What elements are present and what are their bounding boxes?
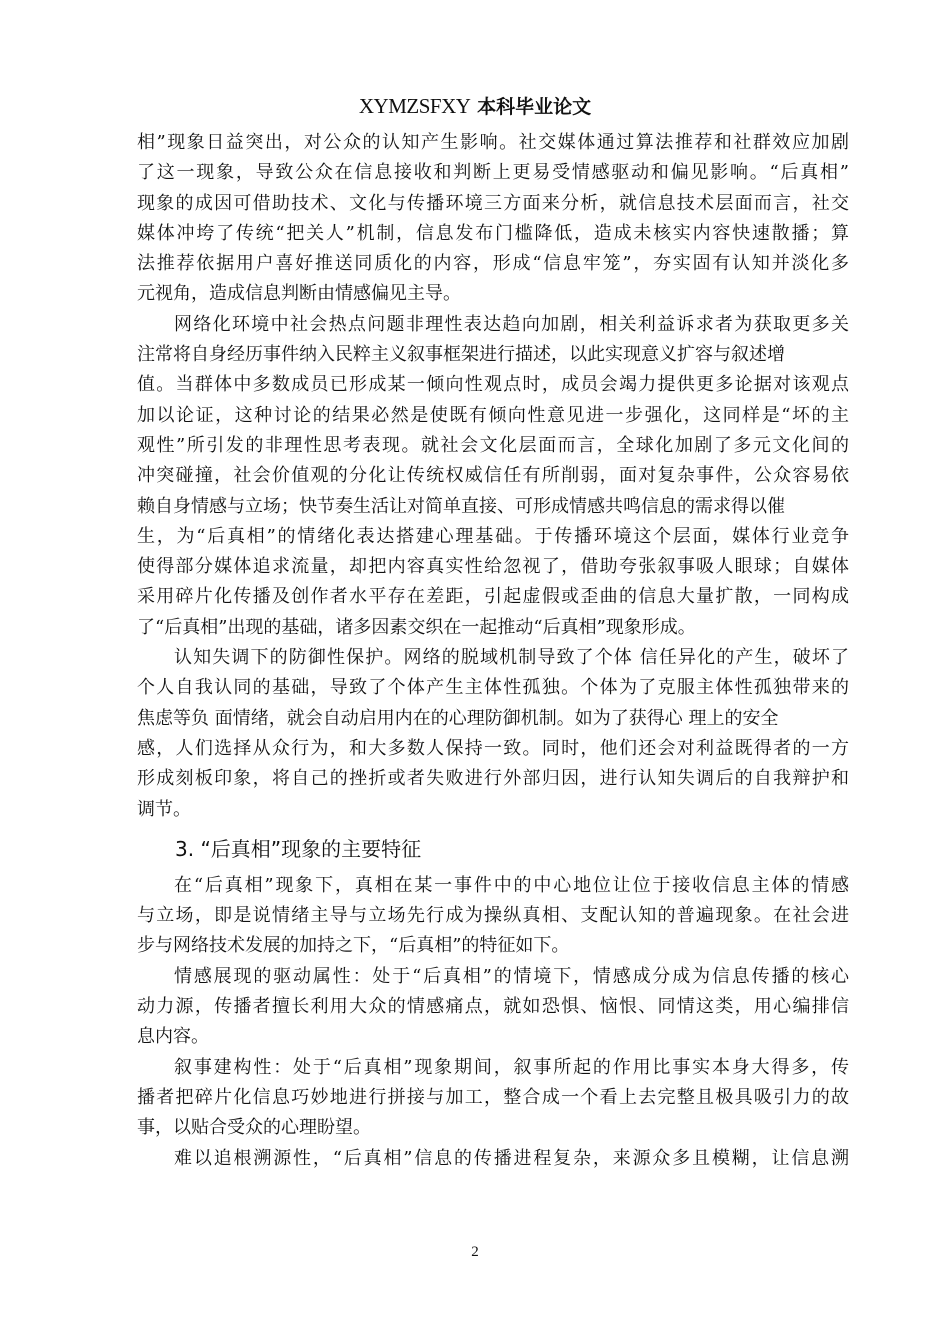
text-line: 动力源，传播者擅长利用大众的情感痛点，就如恐惧、恼恨、同情这类，用心编排信 <box>137 996 849 1018</box>
section-paragraph-3 <box>137 1053 849 1144</box>
text-line: 息内容。 <box>137 1026 209 1048</box>
text-line: 生，为“后真相”的情绪化表达搭建心理基础。于传播环境这个层面，媒体行业竞争 <box>137 525 849 547</box>
text-line: 事，以贴合受众的心理盼望。 <box>137 1117 371 1139</box>
text-line: 调节。 <box>137 798 191 820</box>
text-line: 相”现象日益突出，对公众的认知产生影响。社交媒体通过算法推荐和社群效应加剧 <box>137 132 849 153</box>
text-line: 值。当群体中多数成员已形成某一倾向性观点时，成员会竭力提供更多论据对该观点 <box>137 374 849 396</box>
text-line: 冲突碰撞，社会价值观的分化让传统权威信任有所削弱，面对复杂事件，公众容易依 <box>137 465 849 487</box>
text-line: 使得部分媒体追求流量，却把内容真实性给忽视了，借助夸张叙事吸人眼球；自媒体 <box>137 556 849 578</box>
text-line: 法推荐依据用户喜好推送同质化的内容，形成“信息牢笼”，夯实固有认知并淡化多 <box>137 253 849 275</box>
paragraph-3 <box>137 643 849 825</box>
text-line: 元视角，造成信息判断由情感偏见主导。 <box>137 283 461 305</box>
header-code: XYMZSFXY <box>358 94 471 118</box>
text-line: 认知失调下的防御性保护。网络的脱域机制导致了个体 信任异化的产生，破坏了 <box>174 647 849 669</box>
text-line: 注常将自身经历事件纳入民粹主义叙事框架进行描述，以此实现意义扩容与叙述增 <box>137 344 785 366</box>
text-line: 了“后真相”出现的基础，诸多因素交织在一起推动“后真相”现象形成。 <box>137 616 696 638</box>
text-line: 赖自身情感与立场；快节奏生活让对简单直接、可形成情感共鸣信息的需求得以催 <box>137 495 785 517</box>
page-header <box>0 92 950 121</box>
text-line: 了这一现象，导致公众在信息接收和判断上更易受情感驱动和偏见影响。“后真相” <box>137 162 849 184</box>
text-line: 情感展现的驱动属性：处于“后真相”的情境下，情感成分成为信息传播的核心 <box>174 965 849 987</box>
text-line: 媒体冲垮了传统“把关人”机制，信息发布门槛降低，造成未核实内容快速散播；算 <box>137 222 849 244</box>
section-heading: 3. “后真相”现象的主要特征 <box>175 836 422 861</box>
section-paragraph-2 <box>137 962 849 1053</box>
text-line: 与立场，即是说情绪主导与立场先行成为操纵真相、支配认知的普遍现象。在社会进 <box>137 905 849 927</box>
text-line: 感，人们选择从众行为，和大多数人保持一致。同时，他们还会对利益既得者的一方 <box>137 737 849 759</box>
paragraph-2 <box>137 310 849 643</box>
text-line: 加以论证，这种讨论的结果必然是使既有倾向性意见进一步强化，这同样是“坏的主 <box>137 404 849 426</box>
text-line: 叙事建构性：处于“后真相”现象期间，叙事所起的作用比事实本身大得多，传 <box>174 1056 849 1078</box>
text-line: 现象的成因可借助技术、文化与传播环境三方面来分析，就信息技术层面而言，社交 <box>137 192 849 214</box>
text-line: 形成刻板印象，将自己的挫折或者失败进行外部归因，进行认知失调后的自我辩护和 <box>137 768 849 790</box>
text-line: 采用碎片化传播及创作者水平存在差距，引起虚假或歪曲的信息大量扩散，一同构成 <box>137 586 849 608</box>
text-line: 在“后真相”现象下，真相在某一事件中的中心地位让位于接收信息主体的情感 <box>174 874 849 896</box>
text-line: 步与网络技术发展的加持之下，“后真相”的特征如下。 <box>137 935 570 957</box>
header-title: 本科毕业论文 <box>477 96 592 118</box>
page-number: 2 <box>471 1244 479 1260</box>
text-line: 观性”所引发的非理性思考表现。就社会文化层面而言，全球化加剧了多元文化间的 <box>137 434 849 456</box>
section-paragraph-1 <box>137 871 849 962</box>
paragraph-1 <box>137 128 849 310</box>
text-line: 网络化环境中社会热点问题非理性表达趋向加剧，相关利益诉求者为获取更多关 <box>174 313 849 335</box>
text-line: 焦虑等负 面情绪，就会自动启用内在的心理防御机制。如为了获得心 理上的安全 <box>137 707 779 729</box>
document-body <box>137 128 849 1174</box>
text-line: 播者把碎片化信息巧妙地进行拼接与加工，整合成一个看上去完整且极具吸引力的故 <box>137 1086 849 1108</box>
section-paragraph-4 <box>137 1144 849 1174</box>
text-line: 难以追根溯源性，“后真相”信息的传播进程复杂，来源众多且模糊，让信息溯 <box>174 1147 849 1169</box>
text-line: 个人自我认同的基础，导致了个体产生主体性孤独。个体为了克服主体性孤独带来的 <box>137 677 849 699</box>
